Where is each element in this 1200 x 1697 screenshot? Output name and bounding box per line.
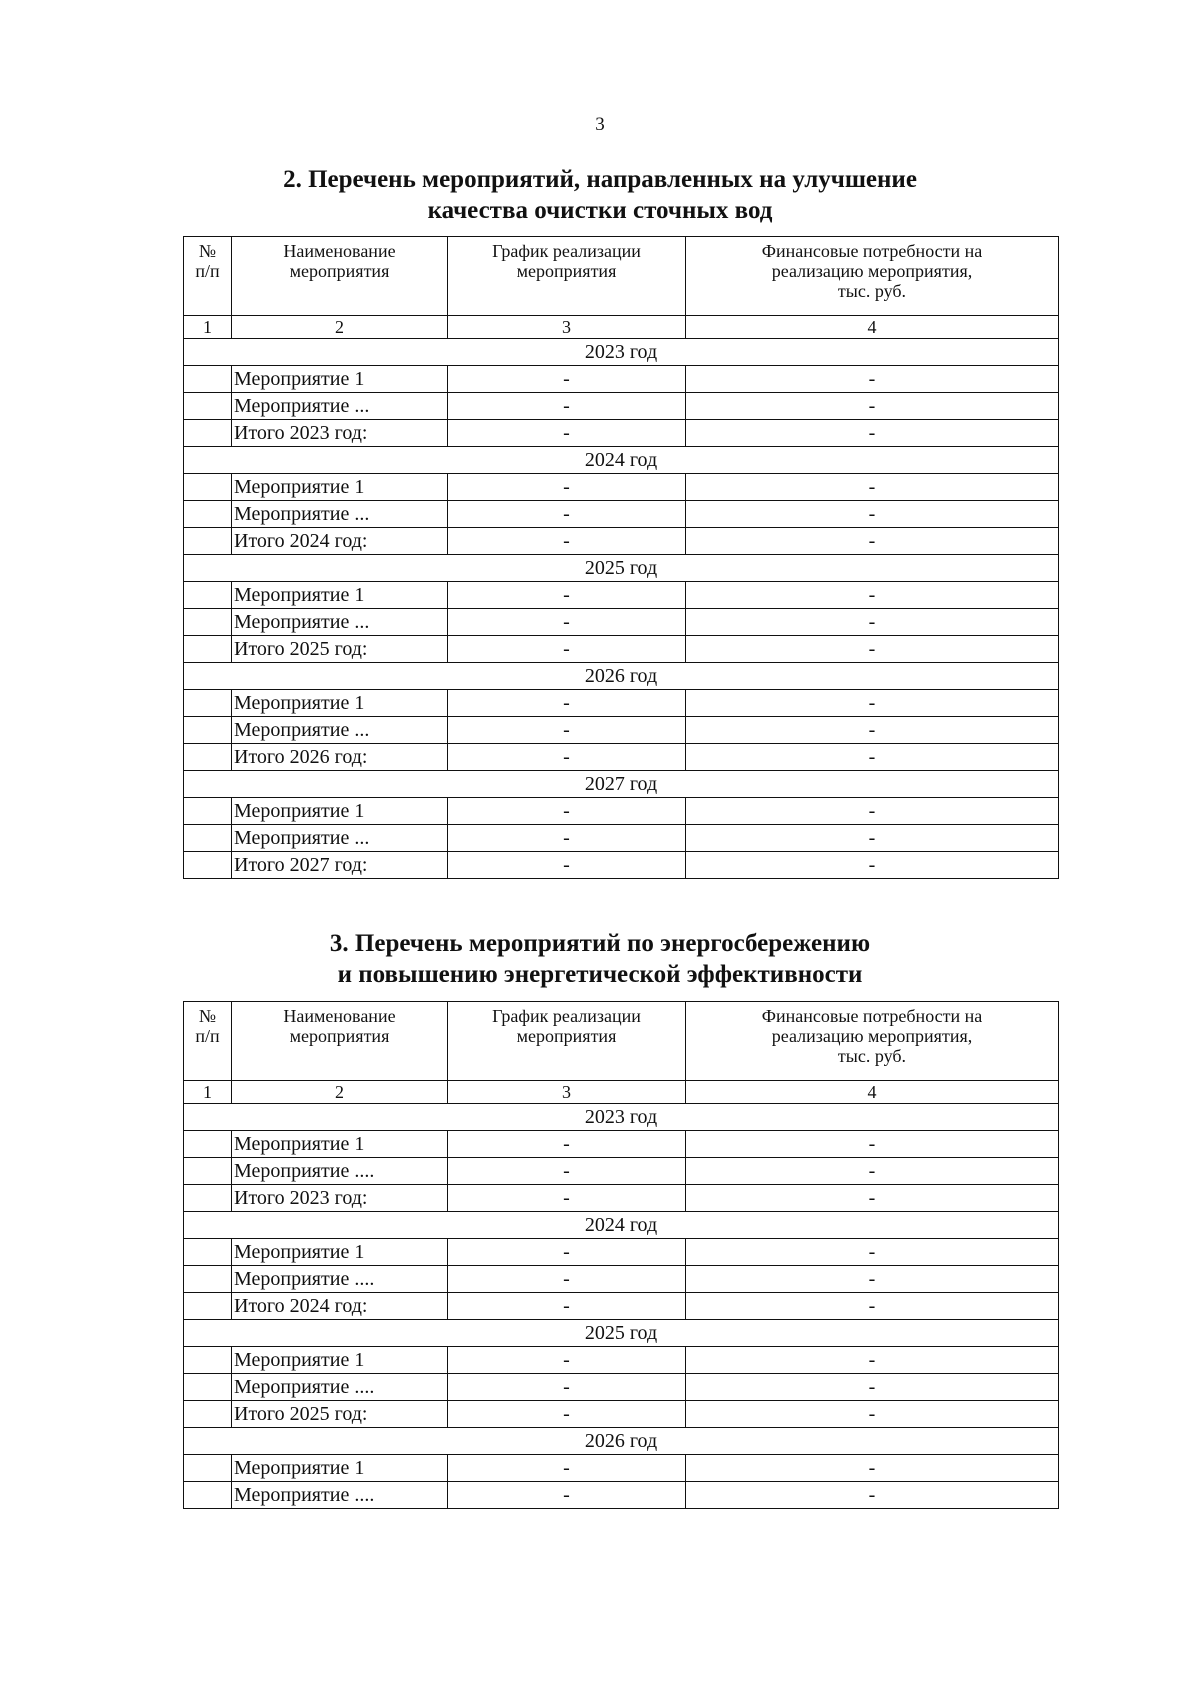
table-row xyxy=(184,366,1059,393)
row-number xyxy=(184,717,232,744)
activity-schedule: - xyxy=(448,690,686,717)
row-number xyxy=(184,1239,232,1266)
activity-finance: - xyxy=(686,609,1059,636)
column-number: 2 xyxy=(232,316,448,339)
section-3-table xyxy=(183,1001,1059,1509)
year-label: 2026 год xyxy=(184,663,1059,690)
table-row xyxy=(184,690,1059,717)
table-row xyxy=(184,528,1059,555)
column-number: 4 xyxy=(686,1081,1059,1104)
activity-name: Итого 2027 год: xyxy=(232,852,448,879)
table-row xyxy=(184,636,1059,663)
row-number xyxy=(184,1401,232,1428)
activity-name: Мероприятие ... xyxy=(232,609,448,636)
activity-name: Мероприятие .... xyxy=(232,1374,448,1401)
activity-name: Мероприятие 1 xyxy=(232,582,448,609)
activity-finance: - xyxy=(686,1374,1059,1401)
activity-schedule: - xyxy=(448,609,686,636)
activity-schedule: - xyxy=(448,582,686,609)
row-number xyxy=(184,1482,232,1509)
year-label: 2026 год xyxy=(184,1428,1059,1455)
activity-schedule: - xyxy=(448,366,686,393)
column-number: 1 xyxy=(184,316,232,339)
activity-schedule: - xyxy=(448,1455,686,1482)
activity-name: Мероприятие .... xyxy=(232,1266,448,1293)
activity-name: Мероприятие 1 xyxy=(232,1131,448,1158)
year-label: 2023 год xyxy=(184,339,1059,366)
table-row xyxy=(184,1374,1059,1401)
year-row xyxy=(184,663,1059,690)
year-label: 2025 год xyxy=(184,1320,1059,1347)
row-number xyxy=(184,501,232,528)
table-row xyxy=(184,1293,1059,1320)
activity-name: Итого 2023 год: xyxy=(232,420,448,447)
activity-finance: - xyxy=(686,1158,1059,1185)
activity-schedule: - xyxy=(448,1482,686,1509)
year-row xyxy=(184,771,1059,798)
activity-finance: - xyxy=(686,528,1059,555)
activity-name: Мероприятие 1 xyxy=(232,1239,448,1266)
activity-schedule: - xyxy=(448,636,686,663)
section-2-title-line-2: качества очистки сточных вод xyxy=(427,197,773,224)
section-3-title xyxy=(0,928,1200,990)
table-row xyxy=(184,1185,1059,1212)
table-row xyxy=(184,1347,1059,1374)
row-number xyxy=(184,852,232,879)
activity-finance: - xyxy=(686,690,1059,717)
row-number xyxy=(184,1293,232,1320)
activity-name: Мероприятие ... xyxy=(232,825,448,852)
activity-finance: - xyxy=(686,1131,1059,1158)
table-header-row xyxy=(184,1002,1059,1081)
row-number xyxy=(184,582,232,609)
year-row xyxy=(184,1428,1059,1455)
activity-finance: - xyxy=(686,825,1059,852)
activity-schedule: - xyxy=(448,852,686,879)
header-finance: Финансовые потребности на реализацию мероприятия, тыс. руб. xyxy=(686,237,1059,316)
activity-finance: - xyxy=(686,744,1059,771)
table-row xyxy=(184,1239,1059,1266)
activity-schedule: - xyxy=(448,1347,686,1374)
activity-finance: - xyxy=(686,366,1059,393)
activity-name: Итого 2023 год: xyxy=(232,1185,448,1212)
activity-name: Мероприятие ... xyxy=(232,501,448,528)
activity-name: Мероприятие 1 xyxy=(232,690,448,717)
activity-finance: - xyxy=(686,1239,1059,1266)
activity-finance: - xyxy=(686,393,1059,420)
table-row xyxy=(184,1266,1059,1293)
activity-name: Мероприятие .... xyxy=(232,1158,448,1185)
column-number: 4 xyxy=(686,316,1059,339)
column-number: 3 xyxy=(448,316,686,339)
table-row xyxy=(184,1158,1059,1185)
year-row xyxy=(184,1104,1059,1131)
activity-schedule: - xyxy=(448,825,686,852)
activity-finance: - xyxy=(686,1455,1059,1482)
year-label: 2027 год xyxy=(184,771,1059,798)
table-row xyxy=(184,420,1059,447)
activity-schedule: - xyxy=(448,1131,686,1158)
activity-schedule: - xyxy=(448,1158,686,1185)
year-row xyxy=(184,339,1059,366)
year-row xyxy=(184,1320,1059,1347)
column-number-row xyxy=(184,1081,1059,1104)
table-row xyxy=(184,744,1059,771)
row-number xyxy=(184,1158,232,1185)
header-schedule: График реализации мероприятия xyxy=(448,237,686,316)
activity-name: Мероприятие 1 xyxy=(232,474,448,501)
activity-finance: - xyxy=(686,1347,1059,1374)
row-number xyxy=(184,690,232,717)
table-row xyxy=(184,1131,1059,1158)
row-number xyxy=(184,1131,232,1158)
column-number: 3 xyxy=(448,1081,686,1104)
activity-name: Мероприятие ... xyxy=(232,393,448,420)
activity-name: Мероприятие 1 xyxy=(232,798,448,825)
activity-schedule: - xyxy=(448,1266,686,1293)
year-row xyxy=(184,1212,1059,1239)
header-name: Наименование мероприятия xyxy=(232,1002,448,1081)
year-label: 2024 год xyxy=(184,447,1059,474)
table-header-row xyxy=(184,237,1059,316)
activity-schedule: - xyxy=(448,1401,686,1428)
section-2-title xyxy=(0,164,1200,226)
year-row xyxy=(184,555,1059,582)
activity-schedule: - xyxy=(448,798,686,825)
row-number xyxy=(184,1374,232,1401)
activity-schedule: - xyxy=(448,393,686,420)
table-row xyxy=(184,393,1059,420)
activity-finance: - xyxy=(686,798,1059,825)
activity-schedule: - xyxy=(448,501,686,528)
year-label: 2023 год xyxy=(184,1104,1059,1131)
row-number xyxy=(184,1185,232,1212)
row-number xyxy=(184,636,232,663)
table-row xyxy=(184,798,1059,825)
activity-name: Итого 2026 год: xyxy=(232,744,448,771)
column-number: 1 xyxy=(184,1081,232,1104)
table-row xyxy=(184,1482,1059,1509)
column-number: 2 xyxy=(232,1081,448,1104)
header-schedule: График реализации мероприятия xyxy=(448,1002,686,1081)
row-number xyxy=(184,528,232,555)
row-number xyxy=(184,825,232,852)
column-number-row xyxy=(184,316,1059,339)
activity-name: Мероприятие .... xyxy=(232,1482,448,1509)
table-row xyxy=(184,1401,1059,1428)
header-name: Наименование мероприятия xyxy=(232,237,448,316)
activity-name: Итого 2025 год: xyxy=(232,636,448,663)
activity-finance: - xyxy=(686,501,1059,528)
activity-schedule: - xyxy=(448,1185,686,1212)
activity-finance: - xyxy=(686,474,1059,501)
activity-finance: - xyxy=(686,582,1059,609)
activity-finance: - xyxy=(686,1482,1059,1509)
row-number xyxy=(184,420,232,447)
row-number xyxy=(184,744,232,771)
table-row xyxy=(184,1455,1059,1482)
table-row xyxy=(184,852,1059,879)
row-number xyxy=(184,609,232,636)
page-number: 3 xyxy=(595,114,605,135)
activity-finance: - xyxy=(686,1401,1059,1428)
activity-name: Итого 2024 год: xyxy=(232,528,448,555)
activity-name: Итого 2024 год: xyxy=(232,1293,448,1320)
row-number xyxy=(184,366,232,393)
row-number xyxy=(184,474,232,501)
activity-finance: - xyxy=(686,717,1059,744)
year-label: 2024 год xyxy=(184,1212,1059,1239)
activity-schedule: - xyxy=(448,744,686,771)
row-number xyxy=(184,798,232,825)
table-row xyxy=(184,825,1059,852)
header-number: № п/п xyxy=(184,237,232,316)
activity-finance: - xyxy=(686,1293,1059,1320)
section-2-title-line-1: 2. Перечень мероприятий, направленных на улучшение xyxy=(283,166,917,193)
activity-finance: - xyxy=(686,852,1059,879)
table-row xyxy=(184,717,1059,744)
activity-name: Мероприятие ... xyxy=(232,717,448,744)
header-finance: Финансовые потребности на реализацию мероприятия, тыс. руб. xyxy=(686,1002,1059,1081)
activity-schedule: - xyxy=(448,1293,686,1320)
table-row xyxy=(184,501,1059,528)
table-row xyxy=(184,609,1059,636)
section-3-title-line-1: 3. Перечень мероприятий по энергосбережению xyxy=(329,930,871,957)
activity-schedule: - xyxy=(448,420,686,447)
year-row xyxy=(184,447,1059,474)
activity-schedule: - xyxy=(448,717,686,744)
header-number: № п/п xyxy=(184,1002,232,1081)
activity-finance: - xyxy=(686,1185,1059,1212)
activity-name: Мероприятие 1 xyxy=(232,366,448,393)
activity-finance: - xyxy=(686,636,1059,663)
section-2-table xyxy=(183,236,1059,879)
activity-finance: - xyxy=(686,1266,1059,1293)
activity-schedule: - xyxy=(448,474,686,501)
activity-name: Мероприятие 1 xyxy=(232,1455,448,1482)
section-3-title-line-2: и повышению энергетической эффективности xyxy=(337,961,863,988)
table-row xyxy=(184,474,1059,501)
activity-schedule: - xyxy=(448,528,686,555)
activity-schedule: - xyxy=(448,1239,686,1266)
activity-name: Мероприятие 1 xyxy=(232,1347,448,1374)
row-number xyxy=(184,393,232,420)
row-number xyxy=(184,1347,232,1374)
row-number xyxy=(184,1266,232,1293)
year-label: 2025 год xyxy=(184,555,1059,582)
row-number xyxy=(184,1455,232,1482)
table-row xyxy=(184,582,1059,609)
activity-schedule: - xyxy=(448,1374,686,1401)
activity-finance: - xyxy=(686,420,1059,447)
activity-name: Итого 2025 год: xyxy=(232,1401,448,1428)
